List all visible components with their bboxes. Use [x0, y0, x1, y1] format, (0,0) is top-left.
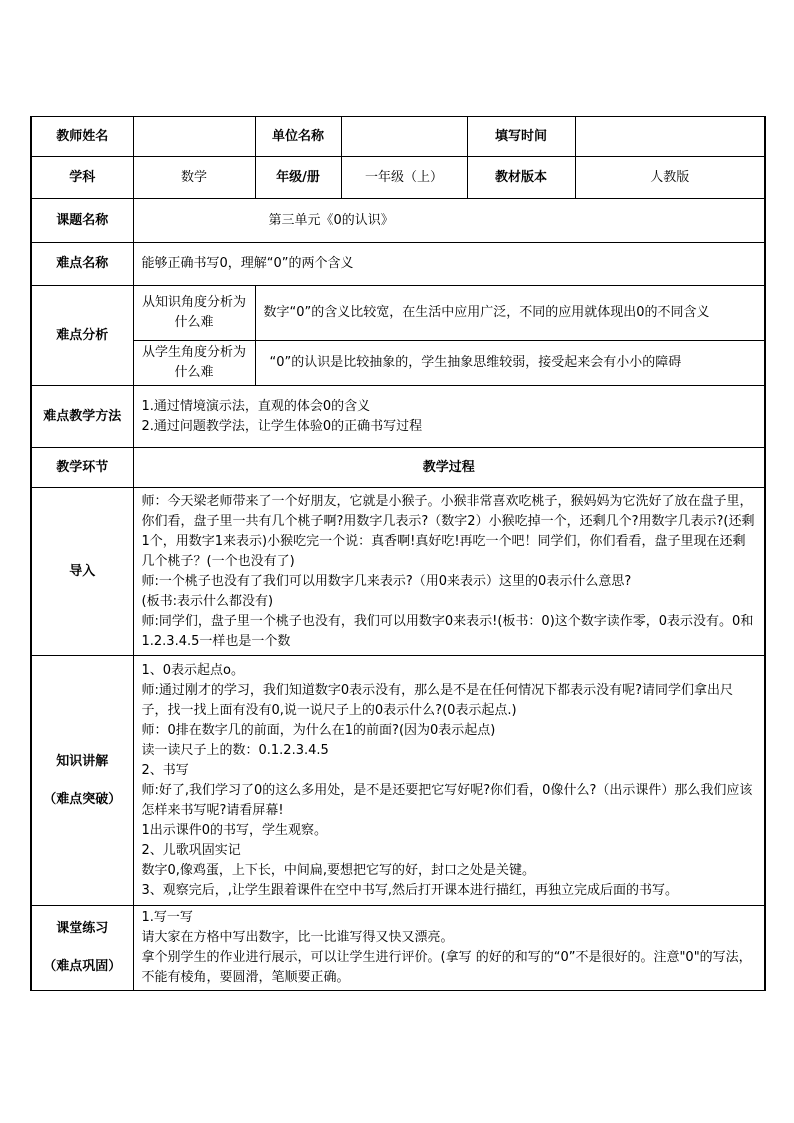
practice-content: [133, 906, 765, 991]
textbook-value: 人教版: [575, 157, 765, 199]
topic-row: [31, 199, 765, 243]
practice-paragraph: 1.写一写: [141, 910, 193, 925]
knowledge-paragraph: 师:通过刚才的学习，我们知道数字0表示没有，那么是不是在任何情况下都表示没有呢?请同学们拿出尺子，找一找上面有没有0,说一说尺子上的0表示什么?(0表示起点.): [141, 682, 734, 718]
grade-label: 年级/册: [255, 157, 341, 199]
practice-label-line1: 课堂练习: [56, 921, 109, 936]
intro-row: [31, 488, 765, 656]
unit-name-value: [341, 117, 467, 157]
subject-label: 学科: [31, 157, 133, 199]
knowledge-paragraph: 数字0,像鸡蛋，上下长，中间扁,要想把它写的好，封口之处是关键。: [141, 862, 536, 878]
knowledge-paragraph: 2、书写: [141, 762, 189, 778]
difficulty-label: 难点名称: [31, 243, 133, 286]
analysis-row-knowledge: [31, 286, 765, 341]
knowledge-label-line1: 知识讲解: [56, 753, 109, 769]
intro-label: 导入: [31, 488, 133, 656]
knowledge-paragraph: 1、0表示起点o。: [141, 662, 244, 678]
grade-value: 一年级（上）: [341, 157, 467, 199]
teacher-name-value: [133, 117, 255, 157]
process-header: 教学过程: [133, 448, 765, 488]
analysis-row-student: [31, 341, 765, 386]
subject-value: 数学: [133, 157, 255, 199]
info-row: [31, 157, 765, 199]
fill-time-value: [575, 117, 765, 157]
student-angle-label: 从学生角度分析为什么难: [133, 341, 255, 386]
student-angle-text: “0”的认识是比较抽象的，学生抽象思维较弱，接受起来会有小小的障碍: [255, 341, 765, 386]
practice-label: [31, 906, 133, 991]
knowledge-paragraph: 2、儿歌巩固实记: [141, 842, 241, 858]
method-line: 1.通过情境演示法，直观的体会0的含义: [141, 398, 371, 414]
method-line: 2.通过问题教学法，让学生体验0的正确书写过程: [141, 418, 423, 434]
topic-value: 第三单元《0的认识》: [133, 199, 765, 243]
method-row: [31, 386, 765, 448]
teacher-name-label: 教师姓名: [31, 117, 133, 157]
intro-paragraph: 师:同学们，盘子里一个桃子也没有，我们可以用数字0来表示!(板书：0)这个数字读作零，0表示没有。0和1.2.3.4.5一样也是一个数: [141, 613, 754, 649]
difficulty-value: 能够正确书写0，理解“0”的两个含义: [133, 243, 765, 286]
practice-paragraph: 拿个别学生的作业进行展示，可以让学生进行评价。(拿写 的好的和写的“0”不是很好的。注意"0"的写法，不能有棱角，要圆滑，笔顺要正确。: [141, 950, 752, 985]
difficulty-row: [31, 243, 765, 286]
practice-paragraph: 请大家在方格中写出数字，比一比谁写得又快又漂亮。: [141, 930, 454, 945]
knowledge-content: [133, 656, 765, 906]
knowledge-paragraph: 师:好了,我们学习了0的这么多用处，是不是还要把它写好呢?你们看，0像什么?（出示课件）那么我们应该怎样来书写呢?请看屏幕!: [141, 782, 753, 818]
analysis-label: 难点分析: [31, 286, 133, 386]
stage-header: 教学环节: [31, 448, 133, 488]
method-content: [133, 386, 765, 448]
practice-label-line2: （难点巩固）: [43, 959, 122, 974]
knowledge-angle-label: 从知识角度分析为什么难: [133, 286, 255, 341]
topic-label: 课题名称: [31, 199, 133, 243]
process-header-row: [31, 448, 765, 488]
textbook-label: 教材版本: [467, 157, 575, 199]
unit-name-label: 单位名称: [255, 117, 341, 157]
header-row: [31, 117, 765, 157]
practice-row: [31, 906, 765, 991]
knowledge-paragraph: 1出示课件0的书写，学生观察。: [141, 822, 328, 838]
intro-paragraph: (板书:表示什么都没有): [141, 593, 274, 609]
intro-paragraph: 师:一个桃子也没有了我们可以用数字几来表示?（用0来表示）这里的0表示什么意思?: [141, 573, 632, 589]
intro-content: [133, 488, 765, 656]
knowledge-paragraph: 读一读尺子上的数：0.1.2.3.4.5: [141, 742, 329, 758]
method-label: 难点教学方法: [31, 386, 133, 448]
knowledge-label-line2: （难点突破）: [43, 791, 122, 807]
knowledge-label: [31, 656, 133, 906]
knowledge-angle-text: 数字“0”的含义比较宽，在生活中应用广泛，不同的应用就体现出0的不同含义: [255, 286, 765, 341]
knowledge-paragraph: 3、观察完后，,让学生跟着课件在空中书写,然后打开课本进行描红，再独立完成后面的书写。: [141, 882, 679, 898]
knowledge-row: [31, 656, 765, 906]
knowledge-paragraph: 师：0排在数字几的前面，为什么在1的前面?(因为0表示起点): [141, 722, 496, 738]
lesson-plan-table: [30, 116, 766, 991]
intro-paragraph: 师：今天梁老师带来了一个好朋友，它就是小猴子。小猴非常喜欢吃桃子，猴妈妈为它洗好了放在盘子里，你们看，盘子里一共有几个桃子啊?用数字几表示?（数字2）小猴吃掉一个，还剩几个?用数字几表示?(还剩1个，用数字1来表示)小猴吃完一个说：真香啊!真好吃!再吃一个吧！同学们，你们看看，盘子里现在还剩几个桃子？(一个也没有了): [141, 493, 755, 569]
fill-time-label: 填写时间: [467, 117, 575, 157]
